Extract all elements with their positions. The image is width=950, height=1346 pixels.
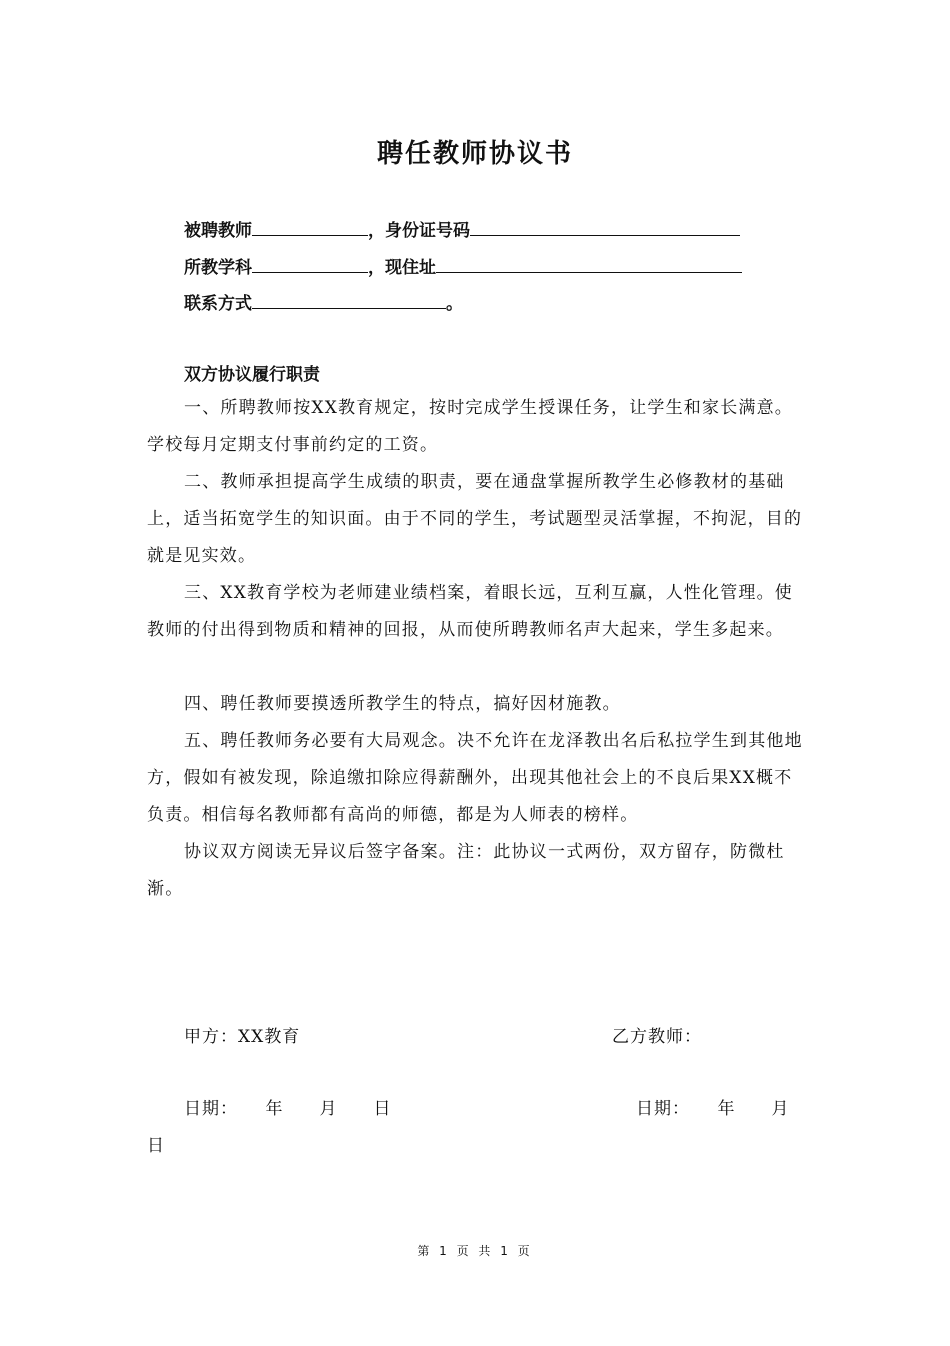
party-b-date-day: 日 (147, 1136, 165, 1156)
subject-label: 所教学科 (184, 258, 252, 278)
clause-3: 三、XX教育学校为老师建业绩档案，着眼长远，互利互赢，人性化管理。使教师的付出得到物质和精神的回报，从而使所聘教师名声大起来，学生多起来。 (147, 583, 794, 640)
contact-blank[interactable] (252, 288, 446, 309)
address-blank[interactable] (436, 252, 742, 273)
clause-5: 五、聘任教师务必要有大局观念。决不允许在龙泽教出名后私拉学生到其他地方，假如有被发现，除追缴扣除应得薪酬外，出现其他社会上的不良后果XX概不负责。相信每名教师都有高尚的师德，都是为人师表的榜样。 (147, 731, 803, 825)
address-label: 现住址 (385, 258, 436, 278)
party-a-date: 日期： 年 月 日 (184, 1099, 392, 1119)
party-b-date: 日期： 年 月 (636, 1099, 790, 1119)
contact-label: 联系方式 (184, 294, 252, 314)
id-number-blank[interactable] (470, 215, 740, 236)
contact-line (184, 288, 463, 314)
clause-4: 四、聘任教师要摸透所教学生的特点，搞好因材施教。 (184, 694, 621, 714)
teacher-name-blank[interactable] (252, 215, 368, 236)
section-heading: 双方协议履行职责 (184, 365, 320, 385)
closing-note: 协议双方阅读无异议后签字备案。注：此协议一式两份，双方留存，防微杜渐。 (147, 842, 785, 899)
id-number-label: 身份证号码 (385, 221, 470, 241)
separator: ， (368, 258, 385, 278)
party-b: 乙方教师： (612, 1027, 702, 1047)
separator: ， (368, 221, 385, 241)
clause-1: 一、所聘教师按XX教育规定，按时完成学生授课任务，让学生和家长满意。学校每月定期支付事前约定的工资。 (147, 398, 794, 455)
subject-blank[interactable] (252, 252, 368, 273)
page-footer: 第 1 页 共 1 页 (417, 1244, 533, 1258)
end-mark: 。 (446, 294, 463, 314)
party-a: 甲方：XX教育 (184, 1027, 301, 1047)
subject-address-line (184, 252, 742, 278)
document-title: 聘任教师协议书 (376, 139, 573, 169)
clause-2: 二、教师承担提高学生成绩的职责，要在通盘掌握所教学生必修教材的基础上，适当拓宽学生的知识面。由于不同的学生，考试题型灵活掌握，不拘泥，目的就是见实效。 (147, 472, 803, 566)
teacher-id-line (184, 215, 740, 241)
teacher-label: 被聘教师 (184, 221, 252, 241)
